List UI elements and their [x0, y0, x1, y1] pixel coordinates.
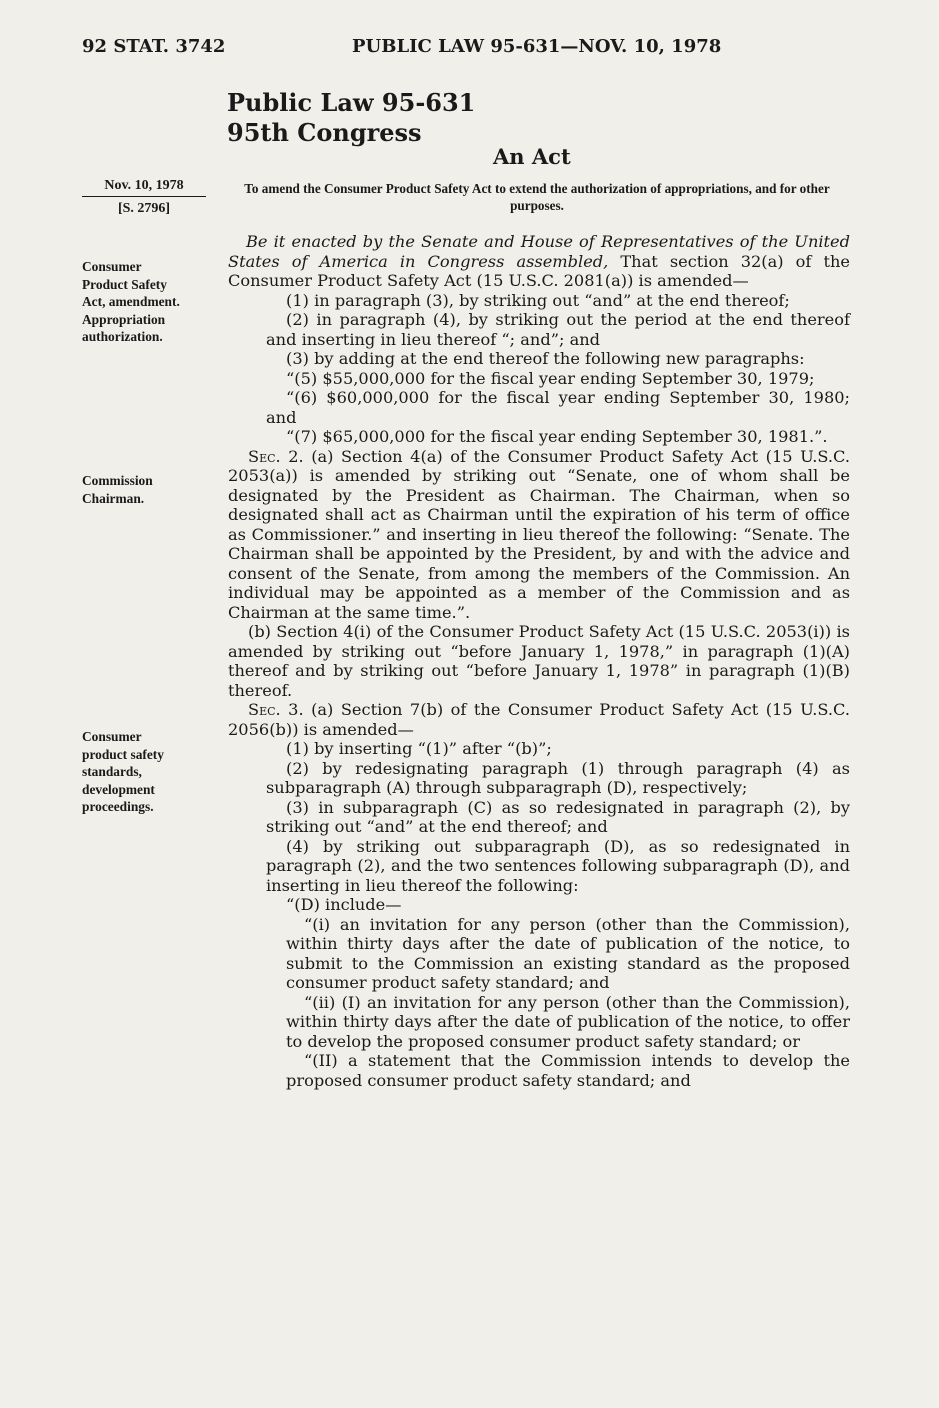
paragraph: (2) in paragraph (4), by striking out the period at the end thereof and inserting in lieu thereof “; and”; and	[266, 310, 850, 349]
statute-citation: 92 STAT. 3742	[82, 36, 226, 57]
margin-note-line: Product Safety	[82, 276, 167, 292]
section-label: Sec. 2.	[248, 446, 304, 466]
margin-note-line: standards,	[82, 764, 142, 779]
margin-note-line: Appropriation	[82, 311, 166, 327]
paragraph: (2) by redesignating paragraph (1) through paragraph (4) as subparagraph (A) through subparagraph (D), respectively;	[266, 758, 850, 797]
paragraph: (1) in paragraph (3), by striking out “and” at the end thereof;	[286, 290, 790, 310]
section-3a	[228, 700, 850, 739]
enacting-clause	[228, 232, 850, 291]
running-header: PUBLIC LAW 95-631—NOV. 10, 1978	[352, 36, 722, 57]
margin-note-commission	[82, 472, 212, 507]
section-text: (a) Section 4(a) of the Consumer Product Safety Act (15 U.S.C. 2053(a)) is amended by striking out “Senate, one of whom shall be designated by the President as Chairman. The Chairman, when so designated shall act as Chairman until the expiration of his term of office as Commissioner.” and inserting in lieu thereof the following: “Senate. The Chairman shall be appointed by the President, by and with the advice and consent of the Senate, from among the members of the Commission. An individual may be appointed as a member of the Commission and as Chairman at the same time.”.	[228, 446, 850, 622]
margin-date-block	[82, 178, 206, 217]
paragraph: “(ii) (I) an invitation for any person (other than the Commission), within thirty days after the date of publication of the notice, to offer to develop the proposed consumer product safety standard; or	[286, 992, 850, 1051]
margin-note-line: Commission	[82, 473, 153, 488]
section-text: (a) Section 7(b) of the Consumer Product Safety Act (15 U.S.C. 2056(b)) is amended—	[228, 700, 850, 739]
paragraph: “(II) a statement that the Commission intends to develop the proposed consumer product safety standard; and	[286, 1051, 850, 1090]
law-title-block	[227, 88, 475, 148]
margin-note-line: authorization.	[82, 329, 163, 344]
paragraph: “(i) an invitation for any person (other than the Commission), within thirty days after the date of publication of the notice, to submit to the Commission an existing standard as the proposed consumer product safety standard; and	[286, 914, 850, 992]
act-body	[228, 232, 850, 1090]
margin-note-amendment	[82, 258, 212, 346]
section-2a	[228, 447, 850, 623]
paragraph: (4) by striking out subparagraph (D), as so redesignated in paragraph (2), and the two sentences following subparagraph (D), and inserting in lieu thereof the following:	[266, 836, 850, 895]
act-purpose: To amend the Consumer Product Safety Act to extend the authorization of appropriations, and for other purposes.	[244, 181, 830, 213]
margin-note-standards	[82, 728, 212, 816]
paragraph: “(D) include—	[286, 895, 402, 914]
paragraph: “(7) $65,000,000 for the fiscal year ending September 30, 1981.”.	[286, 427, 828, 446]
section-2b: (b) Section 4(i) of the Consumer Product Safety Act (15 U.S.C. 2053(i)) is amended by striking out “before January 1, 1978,” in paragraph (1)(A) thereof and by striking out “before January 1, 1978” in paragraph (1)(B) thereof.	[228, 622, 850, 700]
public-law-number: Public Law 95-631	[227, 88, 476, 117]
paragraph: (3) by adding at the end thereof the following new paragraphs:	[286, 349, 805, 368]
bill-number: [S. 2796]	[117, 201, 171, 216]
margin-note-line: Chairman.	[82, 490, 145, 506]
margin-note-line: Act, amendment.	[82, 294, 180, 309]
paragraph: “(5) $55,000,000 for the fiscal year ending September 30, 1979;	[286, 368, 815, 388]
enacting-formula: Be it enacted by the Senate and House of Representatives of the United States of America in Congress assembled,	[228, 232, 850, 271]
paragraph: (1) by inserting “(1)” after “(b)”;	[286, 739, 552, 758]
margin-note-line: proceedings.	[82, 799, 154, 814]
margin-note-line: development	[82, 781, 155, 797]
paragraph: (3) in subparagraph (C) as so redesignated in paragraph (2), by striking out “and” at the end thereof; and	[266, 797, 850, 836]
enactment-date: Nov. 10, 1978	[82, 178, 206, 197]
act-heading: An Act	[493, 144, 571, 169]
congress-number: 95th Congress	[227, 118, 422, 147]
margin-note-line: Consumer	[82, 729, 142, 744]
section-label: Sec. 3.	[248, 700, 304, 719]
margin-note-line: Consumer	[82, 259, 142, 274]
enacting-text: That section 32(a) of the Consumer Product Safety Act (15 U.S.C. 2081(a)) is amended—	[228, 251, 850, 290]
margin-note-line: product safety	[82, 746, 164, 762]
paragraph: “(6) $60,000,000 for the fiscal year ending September 30, 1980; and	[266, 388, 850, 427]
